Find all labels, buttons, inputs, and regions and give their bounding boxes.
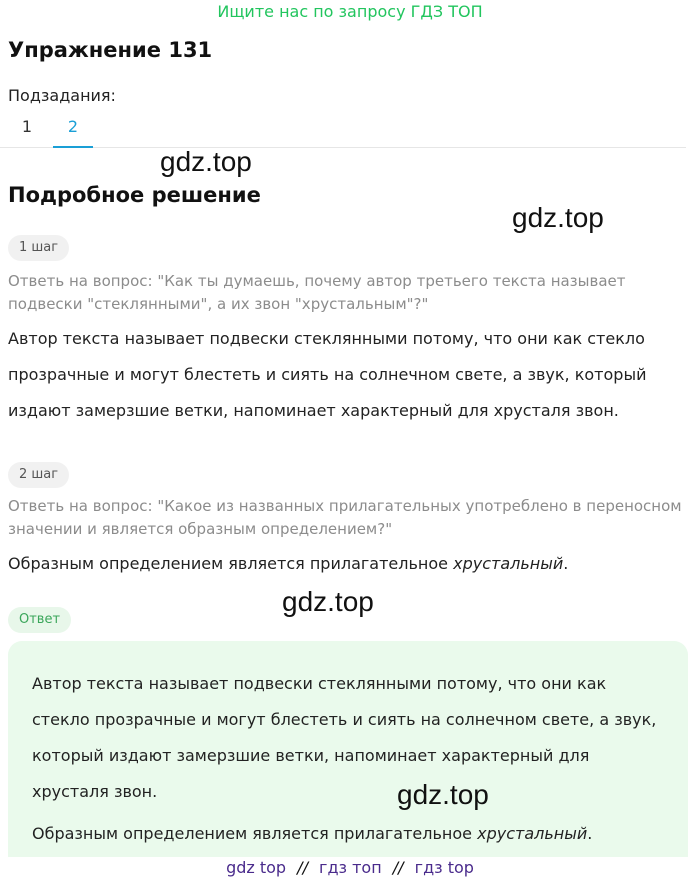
footer-separator: //	[392, 858, 404, 877]
subtask-tabs	[0, 116, 686, 148]
search-hint-banner: Ищите нас по запросу ГДЗ ТОП	[217, 2, 483, 21]
watermark: gdz.top	[397, 779, 489, 810]
watermark: gdz.top	[160, 146, 252, 177]
step-1-question: Ответь на вопрос: "Как ты думаешь, почему автор третьего текста называет подвески "стеклянными", а их звон "хрустальным"?"	[8, 272, 626, 313]
footer-separator: //	[297, 858, 308, 877]
answer-paragraph-2-emphasis: хрустальный	[477, 824, 588, 843]
subtasks-label: Подзадания:	[8, 86, 116, 105]
answer-box	[8, 641, 688, 857]
step-2-answer-emphasis: хрустальный	[453, 554, 564, 573]
footer-link-gdz-top-mixed[interactable]: гдз top	[414, 858, 474, 877]
footer-link-gdz-top-ru[interactable]: гдз топ	[319, 858, 382, 877]
step-2-answer	[8, 549, 688, 579]
page-title: Упражнение 131	[8, 38, 213, 62]
footer-link-gdz-top[interactable]: gdz top	[226, 858, 287, 877]
subtask-tab-2-active[interactable]: 2	[53, 116, 93, 148]
footer-links	[0, 858, 700, 877]
answer-paragraph-1: Автор текста называет подвески стеклянными потому, что они как стекло прозрачные и могут блестеть и сиять на солнечном свете, а звук, который издают замерзшие ветки, напоминает характерный для хрусталя звон.	[32, 674, 657, 801]
answer-badge: Ответ	[8, 607, 71, 633]
answer-paragraph-2	[32, 816, 664, 852]
step-1-badge: 1 шаг	[8, 235, 69, 261]
step-2-answer-prefix: Образным определением является прилагательное	[8, 554, 454, 573]
watermark: gdz.top	[512, 202, 604, 233]
step-2-question: Ответь на вопрос: "Какое из названных прилагательных употреблено в переносном значении и является образным определением?"	[8, 497, 682, 538]
step-2-answer-suffix: .	[563, 554, 569, 573]
section-title: Подробное решение	[8, 183, 261, 207]
answer-paragraph-2-prefix: Образным определением является прилагательное	[32, 824, 478, 843]
watermark: gdz.top	[282, 586, 374, 617]
step-2-badge: 2 шаг	[8, 462, 69, 488]
answer-paragraph-2-suffix: .	[587, 824, 593, 843]
step-1-answer: Автор текста называет подвески стеклянными потому, что они как стекло прозрачные и могут блестеть и сиять на солнечном свете, а звук, который издают замерзшие ветки, напоминает характерный для хрусталя звон.	[8, 329, 647, 420]
subtask-tab-1[interactable]: 1	[21, 117, 33, 136]
